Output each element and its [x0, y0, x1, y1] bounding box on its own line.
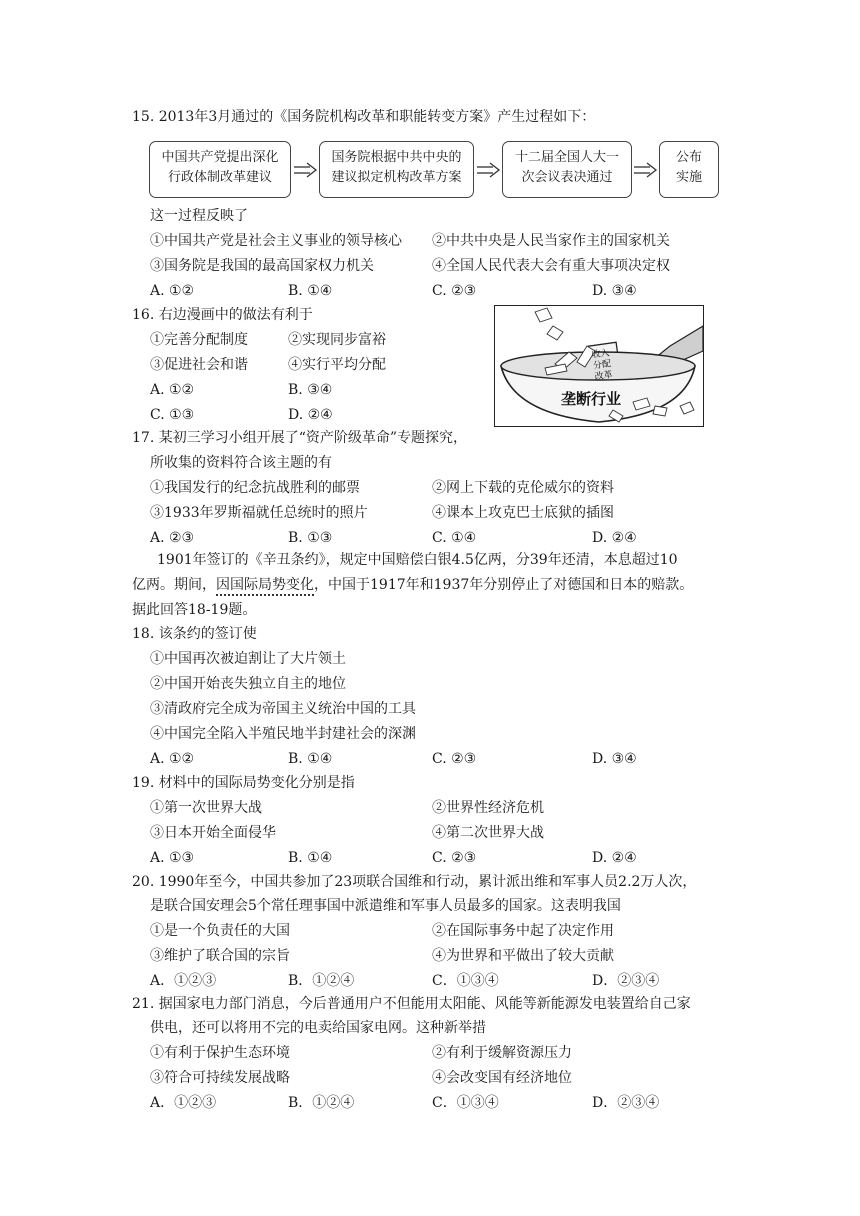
passage-emphasis: 因国际局势变化 — [216, 577, 314, 596]
q18-item-4: ④中国完全陷入半殖民地半封建社会的深渊 — [150, 726, 416, 742]
q19-item-2: ②世界性经济危机 — [432, 800, 544, 816]
flow-box-3 — [502, 141, 632, 198]
q21-stem-line1: 21. 据国家电力部门消息，今后普通用户不但能用太阳能、风能等新能源发电装置给自己家 — [132, 996, 691, 1012]
q17-stem-line2: 所收集的资料符合该主题的有 — [150, 455, 332, 471]
q17-item-4: ④课本上攻克巴士底狱的插图 — [432, 505, 614, 521]
q17-option-b[interactable]: B. ①③ — [288, 530, 333, 546]
flow-box-4 — [659, 141, 719, 198]
q18-item-1: ①中国再次被迫割让了大片领土 — [150, 651, 346, 667]
q17-option-c[interactable]: C. ①④ — [432, 530, 477, 546]
q20-option-c[interactable]: C．①③④ — [432, 973, 499, 989]
q18-stem: 18. 该条约的签订使 — [132, 626, 257, 642]
q17-option-a[interactable]: A. ②③ — [150, 530, 195, 546]
q19-option-c[interactable]: C. ②③ — [432, 850, 477, 866]
q17-item-2: ②网上下载的克伦威尔的资料 — [432, 480, 614, 496]
flow-box-4-line2: 实施 — [675, 170, 702, 185]
q21-option-c[interactable]: C．①③④ — [432, 1095, 499, 1111]
q17-stem-line1: 17. 某初三学习小组开展了“资产阶级革命”专题探究， — [132, 430, 468, 446]
flow-box-4-line1: 公布 — [675, 150, 702, 165]
flow-arrow-3 — [633, 160, 659, 180]
flow-box-1 — [149, 141, 291, 198]
q20-stem-line1: 20. 1990年至今，中国共参加了23项联合国维和行动，累计派出维和军事人员2.2万人次， — [132, 874, 697, 890]
flow-box-1-line1: 中国共产党提出深化 — [161, 150, 279, 165]
q16-stem: 16. 右边漫画中的做法有利于 — [132, 307, 313, 323]
flow-box-3-line1: 十二届全国人大一 — [514, 150, 619, 165]
q21-stem-line2: 供电，还可以将用不完的电卖给国家电网。这种新举措 — [150, 1020, 486, 1036]
q15-item-3: ③国务院是我国的最高国家权力机关 — [150, 258, 374, 274]
q19-item-4: ④第二次世界大战 — [432, 825, 544, 841]
q19-item-3: ③日本开始全面侵华 — [150, 825, 276, 841]
q18-item-2: ②中国开始丧失独立自主的地位 — [150, 676, 346, 692]
q17-option-d[interactable]: D. ②④ — [592, 530, 637, 546]
q15-item-4: ④全国人民代表大会有重大事项决定权 — [432, 258, 670, 274]
passage-line-3: 据此回答18-19题。 — [132, 602, 257, 618]
q16-item-3: ③促进社会和谐 — [150, 357, 248, 373]
q20-option-d[interactable]: D．②③④ — [592, 973, 660, 989]
q15-option-b[interactable]: B. ①④ — [288, 283, 333, 299]
q21-option-a[interactable]: A．①②③ — [150, 1095, 217, 1111]
q19-item-1: ①第一次世界大战 — [150, 800, 262, 816]
cartoon-bowl-text: 垄断行业 — [561, 390, 622, 408]
q19-option-d[interactable]: D. ②④ — [592, 850, 637, 866]
flow-box-1-line2: 行政体制改革建议 — [167, 170, 272, 185]
q16-item-2: ②实现同步富裕 — [288, 332, 386, 348]
q19-option-b[interactable]: B. ①④ — [288, 850, 333, 866]
q18-option-d[interactable]: D. ③④ — [592, 751, 637, 767]
q16-item-1: ①完善分配制度 — [150, 332, 248, 348]
q20-option-a[interactable]: A．①②③ — [150, 973, 217, 989]
passage-line-1: 1901年签订的《辛丑条约》，规定中国赔偿白银4.5亿两，分39年还清，本息超过10 — [157, 552, 678, 568]
q20-item-1: ①是一个负责任的大国 — [150, 923, 290, 939]
flow-arrow-1 — [293, 160, 319, 180]
q15-option-a[interactable]: A. ①② — [150, 283, 195, 299]
q20-item-4: ④为世界和平做出了较大贡献 — [432, 948, 614, 964]
q16-item-4: ④实行平均分配 — [288, 357, 386, 373]
q15-option-d[interactable]: D. ③④ — [592, 283, 637, 299]
q21-option-b[interactable]: B．①②④ — [288, 1095, 355, 1111]
q18-option-a[interactable]: A. ①② — [150, 751, 195, 767]
cartoon-image — [494, 305, 704, 427]
passage-line-2-b: ，中国于1917年和1937年分别停止了对德国和日本的赔款。 — [314, 577, 694, 593]
q16-option-d[interactable]: D. ②④ — [288, 407, 333, 423]
q21-item-2: ②有利于缓解资源压力 — [432, 1045, 572, 1061]
flow-arrow-2 — [476, 160, 502, 180]
cartoon-hammer-text-3: 改革 — [594, 370, 614, 383]
q20-stem-line2: 是联合国安理会5个常任理事国中派遣维和军事人员最多的国家。这表明我国 — [150, 898, 621, 914]
q20-option-b[interactable]: B．①②④ — [288, 973, 355, 989]
q16-option-b[interactable]: B. ③④ — [288, 382, 333, 398]
q21-item-4: ④会改变国有经济地位 — [432, 1070, 572, 1086]
flow-box-3-line2: 次会议表决通过 — [521, 170, 613, 185]
flow-box-2-line2: 建议拟定机构改革方案 — [331, 170, 462, 185]
q18-option-b[interactable]: B. ①④ — [288, 751, 333, 767]
passage-line-2-a: 亿两。期间， — [132, 577, 216, 593]
q18-option-c[interactable]: C. ②③ — [432, 751, 477, 767]
q15-option-c[interactable]: C. ②③ — [432, 283, 477, 299]
cartoon-hammer-text-2: 分配 — [592, 359, 612, 372]
flow-box-2 — [319, 141, 474, 198]
flow-box-2-line1: 国务院根据中共中央的 — [331, 150, 462, 165]
q20-item-3: ③维护了联合国的宗旨 — [150, 948, 290, 964]
q15-lead: 这一过程反映了 — [150, 208, 248, 224]
passage-line-2 — [132, 575, 693, 595]
q19-stem: 19. 材料中的国际局势变化分别是指 — [132, 775, 355, 791]
q17-item-1: ①我国发行的纪念抗战胜利的邮票 — [150, 480, 360, 496]
cartoon-drawing — [495, 306, 703, 426]
cartoon-hammer-text-1: 收入 — [591, 348, 611, 361]
q15-item-2: ②中共中央是人民当家作主的国家机关 — [432, 233, 670, 249]
q19-option-a[interactable]: A. ①③ — [150, 850, 195, 866]
q16-option-a[interactable]: A. ①② — [150, 382, 195, 398]
q15-item-1: ①中国共产党是社会主义事业的领导核心 — [150, 233, 402, 249]
q21-item-3: ③符合可持续发展战略 — [150, 1070, 290, 1086]
q20-item-2: ②在国际事务中起了决定作用 — [432, 923, 614, 939]
q18-item-3: ③清政府完全成为帝国主义统治中国的工具 — [150, 701, 416, 717]
q16-option-c[interactable]: C. ①③ — [150, 407, 195, 423]
q21-item-1: ①有利于保护生态环境 — [150, 1045, 290, 1061]
q21-option-d[interactable]: D．②③④ — [592, 1095, 660, 1111]
q17-item-3: ③1933年罗斯福就任总统时的照片 — [150, 505, 368, 521]
q15-stem: 15. 2013年3月通过的《国务院机构改革和职能转变方案》产生过程如下： — [132, 109, 596, 125]
